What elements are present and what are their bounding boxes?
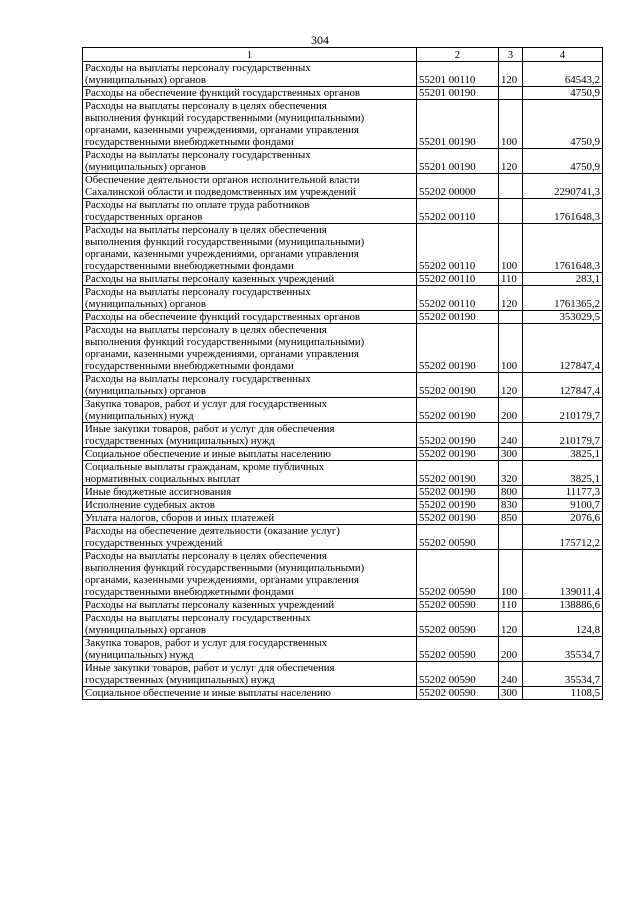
cell-name: Расходы на выплаты персоналу казенных учреждений [83, 599, 417, 612]
column-header-code: 2 [417, 48, 499, 62]
cell-name: Иные закупки товаров, работ и услуг для обеспечения государственных (муниципальных) нужд [83, 662, 417, 687]
cell-code: 55202 00190 [417, 324, 499, 373]
cell-amount: 139011,4 [523, 550, 603, 599]
cell-amount: 4750,9 [523, 87, 603, 100]
cell-name: Закупка товаров, работ и услуг для государственных (муниципальных) нужд [83, 398, 417, 423]
cell-expense-type [499, 87, 523, 100]
cell-name: Расходы на выплаты по оплате труда работников государственных органов [83, 199, 417, 224]
table-row [83, 149, 603, 174]
cell-expense-type: 120 [499, 149, 523, 174]
cell-amount: 3825,1 [523, 448, 603, 461]
cell-code: 55202 00190 [417, 512, 499, 525]
table-row [83, 199, 603, 224]
cell-name: Социальное обеспечение и иные выплаты населению [83, 687, 417, 700]
cell-amount: 2290741,3 [523, 174, 603, 199]
cell-expense-type: 830 [499, 499, 523, 512]
cell-name: Уплата налогов, сборов и иных платежей [83, 512, 417, 525]
cell-expense-type: 120 [499, 286, 523, 311]
header-row [83, 48, 603, 62]
cell-name: Исполнение судебных актов [83, 499, 417, 512]
cell-expense-type: 300 [499, 448, 523, 461]
cell-code: 55202 00000 [417, 174, 499, 199]
cell-expense-type: 850 [499, 512, 523, 525]
cell-expense-type: 200 [499, 398, 523, 423]
cell-expense-type: 120 [499, 373, 523, 398]
cell-code: 55202 00590 [417, 687, 499, 700]
cell-expense-type: 120 [499, 612, 523, 637]
column-header-name: 1 [83, 48, 417, 62]
cell-expense-type: 240 [499, 423, 523, 448]
cell-amount: 210179,7 [523, 398, 603, 423]
cell-code: 55202 00190 [417, 486, 499, 499]
cell-code: 55202 00590 [417, 637, 499, 662]
cell-code: 55202 00590 [417, 525, 499, 550]
cell-code: 55202 00190 [417, 398, 499, 423]
cell-name: Расходы на выплаты персоналу государственных (муниципальных) органов [83, 62, 417, 87]
cell-amount: 353029,5 [523, 311, 603, 324]
table-row [83, 273, 603, 286]
cell-amount: 9100,7 [523, 499, 603, 512]
cell-amount: 1761648,3 [523, 224, 603, 273]
table-row [83, 461, 603, 486]
column-header-type: 3 [499, 48, 523, 62]
cell-name: Иные бюджетные ассигнования [83, 486, 417, 499]
budget-table [82, 47, 603, 700]
cell-amount: 35534,7 [523, 662, 603, 687]
cell-name: Расходы на обеспечение функций государственных органов [83, 87, 417, 100]
cell-amount: 1761365,2 [523, 286, 603, 311]
cell-code: 55201 00190 [417, 149, 499, 174]
table-row [83, 286, 603, 311]
cell-code: 55201 00190 [417, 87, 499, 100]
table-row [83, 599, 603, 612]
cell-code: 55202 00110 [417, 199, 499, 224]
cell-name: Социальное обеспечение и иные выплаты населению [83, 448, 417, 461]
cell-expense-type: 110 [499, 273, 523, 286]
cell-code: 55202 00190 [417, 311, 499, 324]
cell-amount: 127847,4 [523, 324, 603, 373]
cell-code: 55202 00590 [417, 550, 499, 599]
cell-name: Расходы на выплаты персоналу в целях обеспечения выполнения функций государственными (муниципальными) органами, казенными учреждениями, органами управления государственными внебюджетными фондами [83, 100, 417, 149]
cell-expense-type [499, 525, 523, 550]
cell-name: Расходы на выплаты персоналу государственных (муниципальных) органов [83, 612, 417, 637]
cell-expense-type: 320 [499, 461, 523, 486]
table-row [83, 512, 603, 525]
cell-name: Расходы на обеспечение функций государственных органов [83, 311, 417, 324]
cell-expense-type [499, 311, 523, 324]
cell-amount: 210179,7 [523, 423, 603, 448]
cell-amount: 175712,2 [523, 525, 603, 550]
cell-code: 55201 00190 [417, 100, 499, 149]
cell-code: 55202 00590 [417, 662, 499, 687]
cell-amount: 124,8 [523, 612, 603, 637]
table-row [83, 486, 603, 499]
cell-expense-type [499, 174, 523, 199]
cell-name: Расходы на выплаты персоналу государственных (муниципальных) органов [83, 286, 417, 311]
table-row [83, 224, 603, 273]
cell-code: 55202 00190 [417, 461, 499, 486]
table-row [83, 62, 603, 87]
table-row [83, 398, 603, 423]
cell-expense-type: 300 [499, 687, 523, 700]
table-row [83, 499, 603, 512]
cell-code: 55202 00590 [417, 599, 499, 612]
cell-name: Расходы на выплаты персоналу в целях обеспечения выполнения функций государственными (муниципальными) органами, казенными учреждениями, органами управления государственными внебюджетными фондами [83, 324, 417, 373]
cell-expense-type: 100 [499, 550, 523, 599]
table-row [83, 423, 603, 448]
cell-code: 55202 00190 [417, 499, 499, 512]
table-row [83, 100, 603, 149]
cell-name: Обеспечение деятельности органов исполнительной власти Сахалинской области и подведомственных им учреждений [83, 174, 417, 199]
cell-expense-type: 100 [499, 224, 523, 273]
cell-expense-type: 240 [499, 662, 523, 687]
cell-amount: 127847,4 [523, 373, 603, 398]
table-row [83, 687, 603, 700]
cell-expense-type: 110 [499, 599, 523, 612]
table-row [83, 612, 603, 637]
cell-code: 55202 00110 [417, 286, 499, 311]
column-header-amount: 4 [523, 48, 603, 62]
cell-amount: 138886,6 [523, 599, 603, 612]
cell-expense-type [499, 199, 523, 224]
cell-name: Расходы на выплаты персоналу в целях обеспечения выполнения функций государственными (муниципальными) органами, казенными учреждениями, органами управления государственными внебюджетными фондами [83, 550, 417, 599]
cell-expense-type: 800 [499, 486, 523, 499]
cell-amount: 283,1 [523, 273, 603, 286]
cell-code: 55202 00110 [417, 273, 499, 286]
table-row [83, 87, 603, 100]
cell-name: Социальные выплаты гражданам, кроме публичных нормативных социальных выплат [83, 461, 417, 486]
cell-expense-type: 100 [499, 100, 523, 149]
cell-amount: 4750,9 [523, 149, 603, 174]
table-row [83, 525, 603, 550]
cell-amount: 1108,5 [523, 687, 603, 700]
table-row [83, 373, 603, 398]
cell-code: 55201 00110 [417, 62, 499, 87]
cell-amount: 64543,2 [523, 62, 603, 87]
page-number: 304 [311, 33, 329, 47]
cell-amount: 3825,1 [523, 461, 603, 486]
cell-name: Расходы на обеспечение деятельности (оказание услуг) государственных учреждений [83, 525, 417, 550]
table-row [83, 311, 603, 324]
cell-name: Иные закупки товаров, работ и услуг для обеспечения государственных (муниципальных) нужд [83, 423, 417, 448]
cell-name: Закупка товаров, работ и услуг для государственных (муниципальных) нужд [83, 637, 417, 662]
table-row [83, 637, 603, 662]
cell-name: Расходы на выплаты персоналу казенных учреждений [83, 273, 417, 286]
cell-amount: 35534,7 [523, 637, 603, 662]
table-row [83, 174, 603, 199]
cell-name: Расходы на выплаты персоналу государственных (муниципальных) органов [83, 373, 417, 398]
cell-amount: 1761648,3 [523, 199, 603, 224]
cell-code: 55202 00190 [417, 373, 499, 398]
cell-name: Расходы на выплаты персоналу государственных (муниципальных) органов [83, 149, 417, 174]
cell-amount: 4750,9 [523, 100, 603, 149]
cell-code: 55202 00190 [417, 448, 499, 461]
table-body [83, 62, 603, 700]
cell-code: 55202 00190 [417, 423, 499, 448]
cell-code: 55202 00110 [417, 224, 499, 273]
cell-expense-type: 100 [499, 324, 523, 373]
cell-code: 55202 00590 [417, 612, 499, 637]
table-row [83, 324, 603, 373]
table-row [83, 448, 603, 461]
table-header [83, 48, 603, 62]
table-row [83, 550, 603, 599]
cell-amount: 2076,6 [523, 512, 603, 525]
table-row [83, 662, 603, 687]
cell-expense-type: 200 [499, 637, 523, 662]
cell-name: Расходы на выплаты персоналу в целях обеспечения выполнения функций государственными (муниципальными) органами, казенными учреждениями, органами управления государственными внебюджетными фондами [83, 224, 417, 273]
cell-amount: 11177,3 [523, 486, 603, 499]
cell-expense-type: 120 [499, 62, 523, 87]
